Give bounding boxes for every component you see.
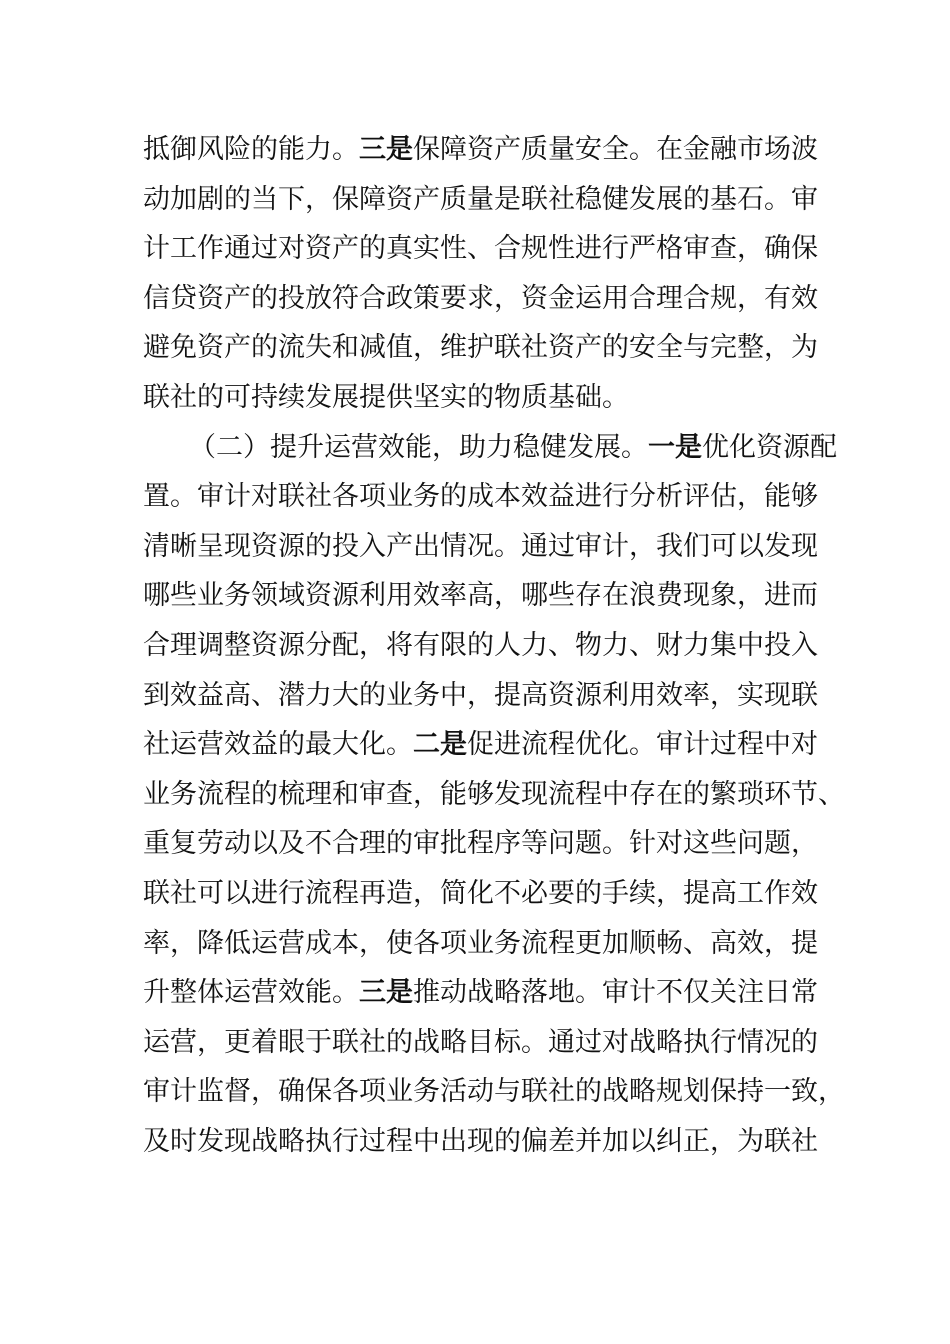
text-line (143, 919, 818, 969)
text-line (143, 819, 818, 869)
text-run: 升整体运营效能。 (143, 977, 359, 1009)
text-run: 率，降低运营成本，使各项业务流程更加顺畅、高效，提 (143, 927, 818, 959)
text-line (143, 968, 818, 1018)
text-line (143, 224, 818, 274)
text-run: 动加剧的当下，保障资产质量是联社稳健发展的基石。审 (143, 183, 818, 215)
text-run: 推动战略落地。审计不仅关注日常 (413, 977, 818, 1009)
text-run: 重复劳动以及不合理的审批程序等问题。针对这些问题， (143, 828, 818, 860)
text-line (143, 571, 818, 621)
text-run: 促进流程优化。审计过程中对 (467, 729, 818, 761)
text-line (143, 869, 818, 919)
text-line (143, 1018, 818, 1068)
text-line (143, 472, 818, 522)
bold-run: 三是 (359, 134, 413, 165)
text-run: 哪些业务领域资源利用效率高，哪些存在浪费现象，进而 (143, 580, 818, 612)
text-run: 社运营效益的最大化。 (143, 729, 413, 761)
text-line (143, 671, 818, 721)
text-line (143, 323, 818, 373)
text-run: 及时发现战略执行过程中出现的偏差并加以纠正，为联社 (143, 1125, 818, 1157)
text-line (143, 1117, 818, 1167)
text-line (143, 621, 818, 671)
text-run: 保障资产质量安全。在金融市场波 (413, 134, 818, 165)
body-text (143, 125, 845, 1166)
paragraph-start-line (143, 423, 837, 473)
text-line (143, 1067, 845, 1117)
text-run: 联社可以进行流程再造，简化不必要的手续，提高工作效 (143, 877, 818, 909)
text-run: 联社的可持续发展提供坚实的物质基础。 (143, 381, 629, 413)
text-line (143, 274, 818, 324)
text-run: 信贷资产的投放符合政策要求，资金运用合理合规，有效 (143, 282, 818, 314)
text-run: 审计监督，确保各项业务活动与联社的战略规划保持一致， (143, 1076, 845, 1108)
text-run: 到效益高、潜力大的业务中，提高资源利用效率，实现联 (143, 679, 818, 711)
text-line (143, 522, 818, 572)
text-run: 置。审计对联社各项业务的成本效益进行分析评估，能够 (143, 481, 818, 513)
text-run: 优化资源配 (702, 431, 837, 463)
text-run: 计工作通过对资产的真实性、合规性进行严格审查，确保 (143, 233, 818, 265)
text-run: 运营，更着眼于联社的战略目标。通过对战略执行情况的 (143, 1026, 818, 1058)
text-line (143, 770, 845, 820)
text-run: 业务流程的梳理和审查，能够发现流程中存在的繁琐环节、 (143, 778, 845, 810)
text-run: 合理调整资源分配，将有限的人力、物力、财力集中投入 (143, 629, 818, 661)
text-run: 抵御风险的能力。 (143, 134, 359, 165)
text-run: 避免资产的流失和减值，维护联社资产的安全与完整，为 (143, 332, 818, 364)
text-line (143, 125, 818, 175)
text-run: 清晰呈现资源的投入产出情况。通过审计，我们可以发现 (143, 530, 818, 562)
text-line (143, 720, 818, 770)
bold-run: 二是 (413, 729, 467, 761)
bold-run: 一是 (648, 431, 702, 463)
text-line (143, 175, 818, 225)
text-line (143, 373, 813, 423)
bold-run: 三是 (359, 977, 413, 1009)
section-heading: （二）提升运营效能，助力稳健发展。 (189, 431, 648, 463)
